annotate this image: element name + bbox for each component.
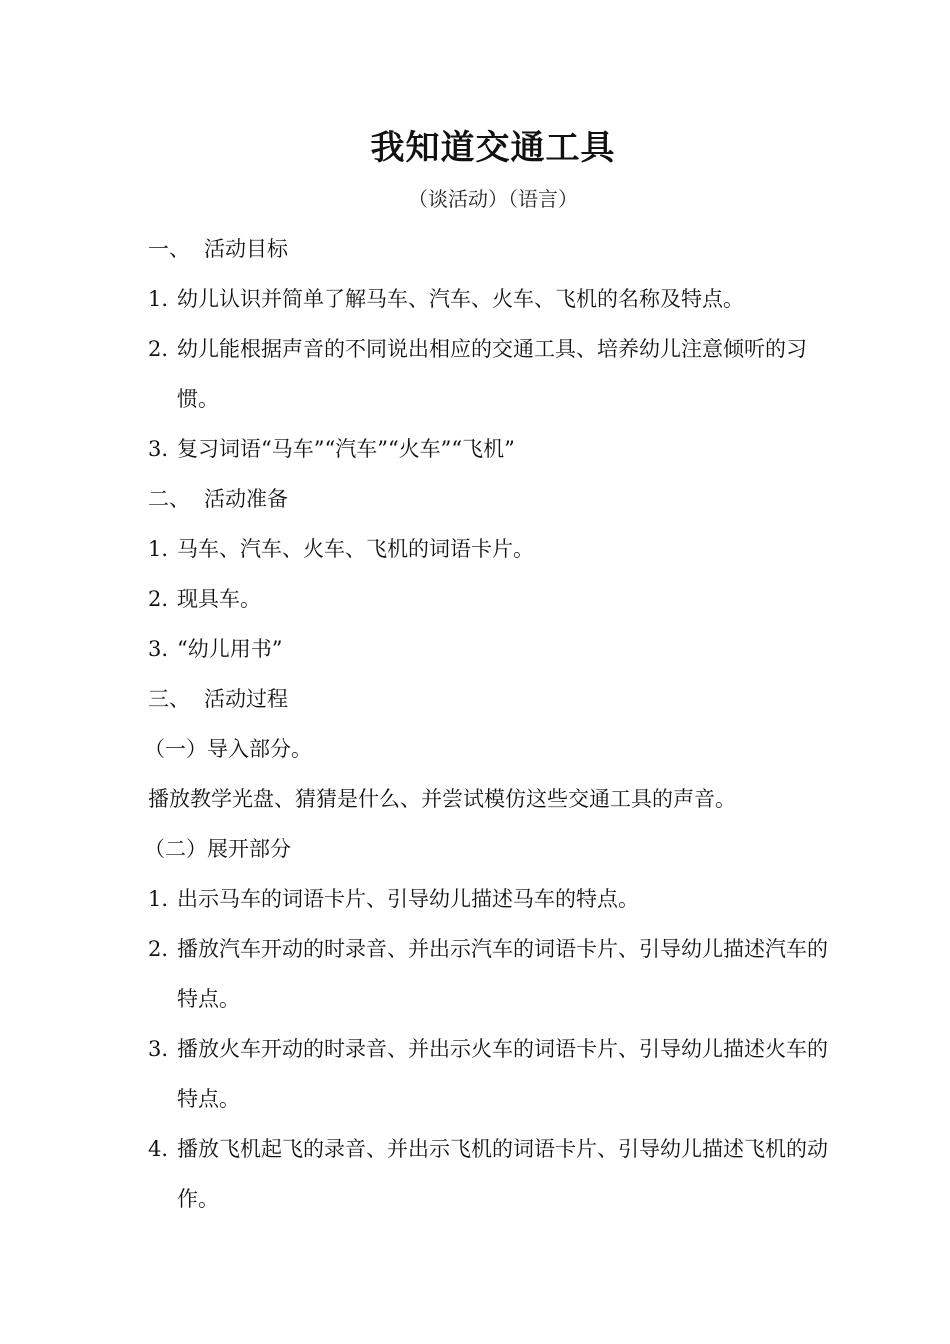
- document-title: 我知道交通工具: [370, 128, 616, 168]
- item-number: 2.: [148, 337, 169, 361]
- list-item: [148, 524, 838, 574]
- item-text: 现具车。: [177, 587, 261, 611]
- item-number: 3.: [148, 437, 169, 461]
- section-heading-goals: [148, 224, 838, 274]
- list-item: [148, 274, 838, 324]
- section-heading-process: [148, 674, 838, 724]
- list-item: [148, 924, 838, 1024]
- list-item: [148, 424, 838, 474]
- item-text: 幼儿认识并简单了解马车、汽车、火车、飞机的名称及特点。: [177, 287, 744, 311]
- item-text: 幼儿能根据声音的不同说出相应的交通工具、培养幼儿注意倾听的习惯。: [177, 337, 807, 411]
- subsection-heading-intro: （一）导入部分。: [144, 737, 312, 761]
- paragraph-intro: 播放教学光盘、猜猜是什么、并尝试模仿这些交通工具的声音。: [148, 787, 736, 811]
- item-number: 1.: [148, 887, 169, 911]
- list-item: [148, 624, 838, 674]
- list-item: [148, 324, 838, 424]
- item-number: 4.: [148, 1137, 169, 1161]
- section-title: 活动过程: [204, 687, 288, 711]
- section-number: 三、: [148, 687, 190, 711]
- item-number: 2.: [148, 937, 169, 961]
- list-item: [148, 574, 838, 624]
- item-text: 播放火车开动的时录音、并出示火车的词语卡片、引导幼儿描述火车的特点。: [177, 1037, 828, 1111]
- list-item: [148, 1024, 838, 1124]
- section-heading-preparation: [148, 474, 838, 524]
- item-text: “幼儿用书”: [177, 637, 283, 661]
- section-title: 活动准备: [204, 487, 288, 511]
- document-subtitle: （谈活动）（语言）: [408, 187, 578, 211]
- section-title: 活动目标: [204, 237, 288, 261]
- list-item: [148, 874, 838, 924]
- item-number: 3.: [148, 1037, 169, 1061]
- item-text: 马车、汽车、火车、飞机的词语卡片。: [177, 537, 534, 561]
- item-text: 播放汽车开动的时录音、并出示汽车的词语卡片、引导幼儿描述汽车的特点。: [177, 937, 828, 1011]
- item-text: 复习词语“马车”“汽车”“火车”“飞机”: [177, 437, 515, 461]
- item-number: 1.: [148, 287, 169, 311]
- list-item: [148, 1124, 838, 1224]
- item-text: 播放飞机起飞的录音、并出示飞机的词语卡片、引导幼儿描述飞机的动作。: [177, 1137, 828, 1211]
- section-number: 二、: [148, 487, 190, 511]
- section-number: 一、: [148, 237, 190, 261]
- item-number: 3.: [148, 637, 169, 661]
- subsection-heading-main: （二）展开部分: [144, 837, 291, 861]
- item-text: 出示马车的词语卡片、引导幼儿描述马车的特点。: [177, 887, 639, 911]
- item-number: 2.: [148, 587, 169, 611]
- item-number: 1.: [148, 537, 169, 561]
